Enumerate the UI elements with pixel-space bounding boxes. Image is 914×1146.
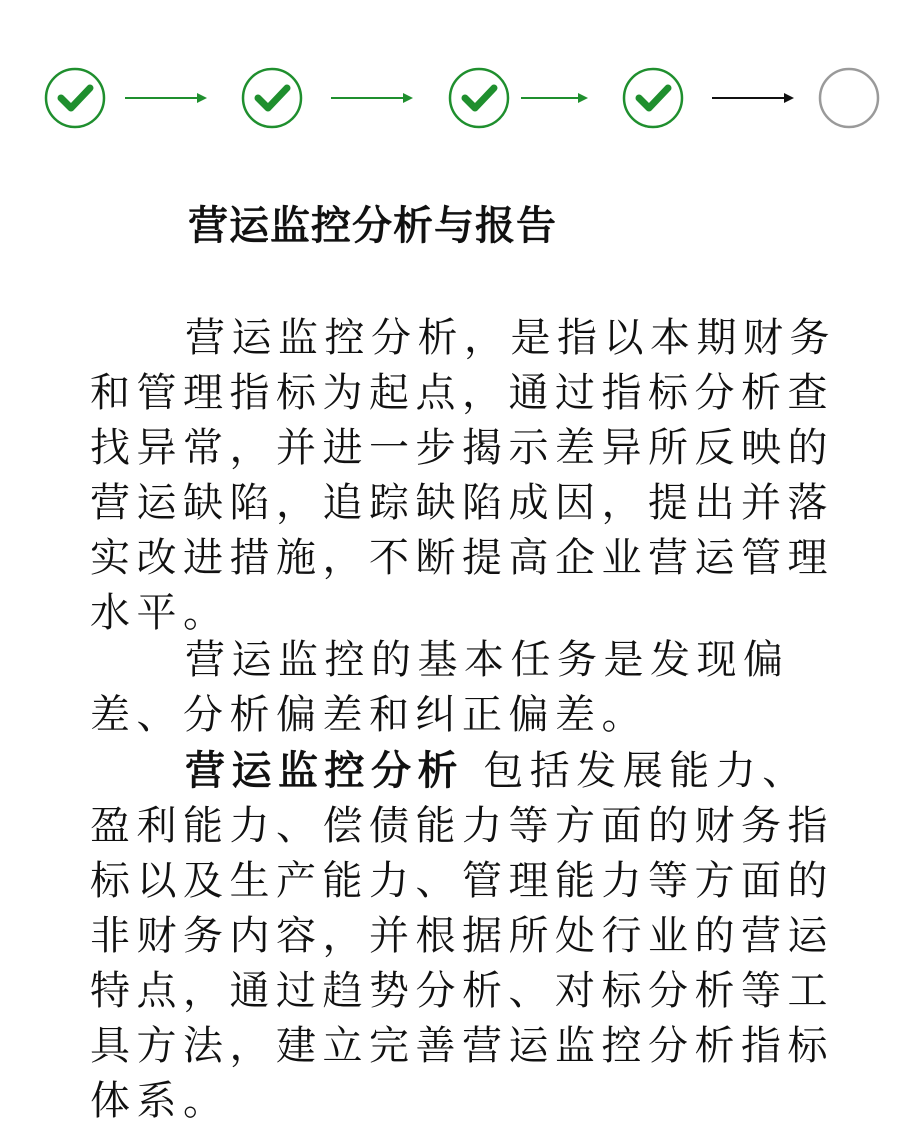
checkmark-icon [258, 88, 287, 108]
document-title: 营运监控分析与报告 [188, 202, 557, 249]
step-5-pending [820, 69, 878, 127]
step-2-completed [243, 69, 301, 127]
checkmark-icon [639, 88, 668, 108]
paragraph-basic-task: 营运监控的基本任务是发现偏差、分析偏差和纠正偏差。 [90, 637, 790, 738]
checkmark-icon [465, 88, 494, 108]
step-1-completed [46, 69, 104, 127]
step-4-completed [624, 69, 682, 127]
progress-stepper [0, 0, 914, 200]
step-3-completed [450, 69, 508, 127]
paragraph-scope-body: 包括发展能力、盈利能力、偿债能力等方面的财务指标以及生产能力、管理能力等方面的非财务内容，并根据所处行业的营运特点，通过趋势分析、对标分析等工具方法，建立完善营运监控分析指标体系。 [90, 748, 834, 1124]
empty-circle-icon [820, 69, 878, 127]
paragraph-scope-lead: 营运监控分析 [185, 747, 464, 794]
checkmark-icon [61, 88, 90, 108]
paragraph-scope [90, 743, 840, 1129]
paragraph-definition: 营运监控分析，是指以本期财务和管理指标为起点，通过指标分析查找异常，并进一步揭示差异所反映的营运缺陷，追踪缺陷成因，提出并落实改进措施，不断提高企业营运管理水平。 [90, 315, 836, 636]
